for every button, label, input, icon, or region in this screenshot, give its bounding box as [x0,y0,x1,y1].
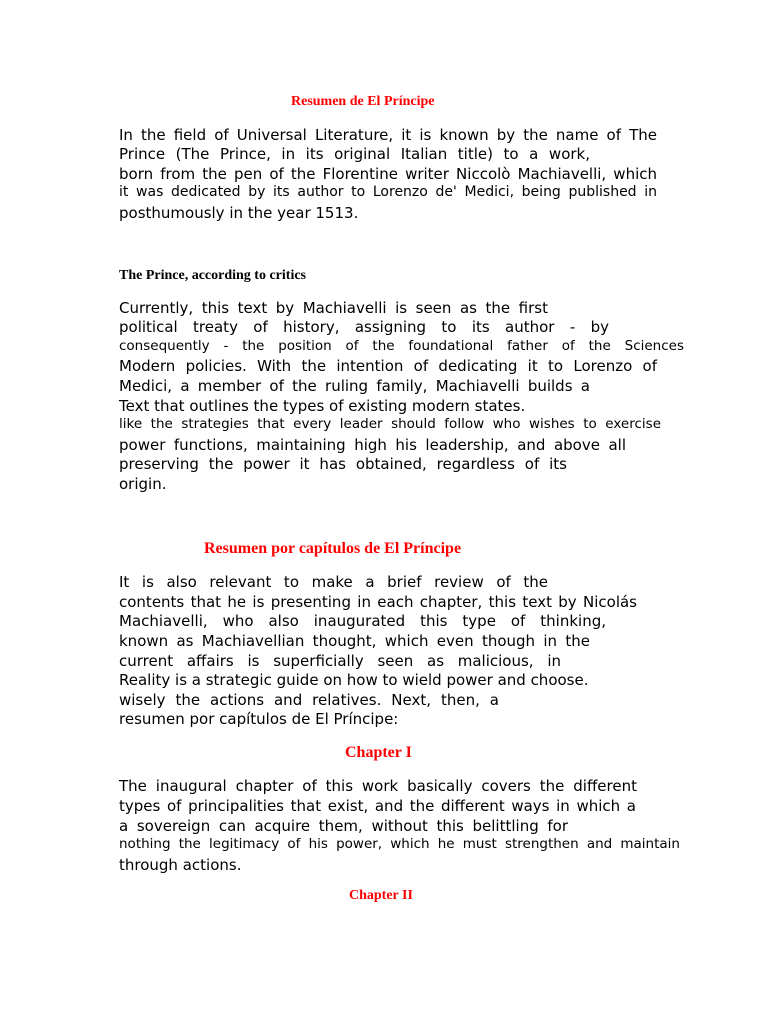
intro-line: it was dedicated by its author to Lorenzo de' Medici, being published in [119,184,657,200]
critics-line: like the strategies that every leader should follow who wishes to exercise [119,416,661,432]
intro-line: In the field of Universal Literature, it is known by the name of The [119,126,657,144]
chapters-line: current affairs is superficially seen as malicious, in [119,652,561,670]
critics-line: Text that outlines the types of existing modern states. [119,397,526,415]
chapters-line: Reality is a strategic guide on how to wield power and choose. [119,671,589,689]
chapter1-line: through actions. [119,856,242,874]
critics-line: origin. [119,475,167,493]
chapter1-line: nothing the legitimacy of his power, which he must strengthen and maintain [119,836,680,852]
intro-line: Prince (The Prince, in its original Italian title) to a work, [119,145,590,163]
chapters-line: It is also relevant to make a brief review of the [119,573,548,591]
intro-line: posthumously in the year 1513. [119,204,359,222]
chapters-heading: Resumen por capítulos de El Príncipe [204,540,462,557]
chapters-line: known as Machiavellian thought, which even though in the [119,632,590,650]
chapter2-heading: Chapter II [349,888,413,903]
chapters-line: resumen por capítulos de El Príncipe: [119,710,399,728]
critics-line: Medici, a member of the ruling family, Machiavelli builds a [119,377,590,395]
chapters-line: Machiavelli, who also inaugurated this type of thinking, [119,612,606,630]
chapters-line: wisely the actions and relatives. Next, then, a [119,691,499,709]
chapter1-heading: Chapter I [345,744,412,761]
critics-line: political treaty of history, assigning to its author - by [119,318,609,336]
intro-line: born from the pen of the Florentine writer Niccolò Machiavelli, which [119,165,657,183]
critics-line: consequently - the position of the foundational father of the Sciences [119,338,684,354]
critics-line: preserving the power it has obtained, regardless of its [119,455,567,473]
critics-heading: The Prince, according to critics [119,268,307,283]
chapter1-line: types of principalities that exist, and the different ways in which a [119,797,636,815]
chapter1-line: The inaugural chapter of this work basically covers the different [119,777,637,795]
document-title: Resumen de El Príncipe [291,94,435,109]
critics-line: Currently, this text by Machiavelli is seen as the first [119,299,548,317]
chapters-line: contents that he is presenting in each chapter, this text by Nicolás [119,593,637,611]
critics-line: power functions, maintaining high his leadership, and above all [119,436,626,454]
critics-line: Modern policies. With the intention of dedicating it to Lorenzo of [119,357,657,375]
chapter1-line: a sovereign can acquire them, without this belittling for [119,817,568,835]
